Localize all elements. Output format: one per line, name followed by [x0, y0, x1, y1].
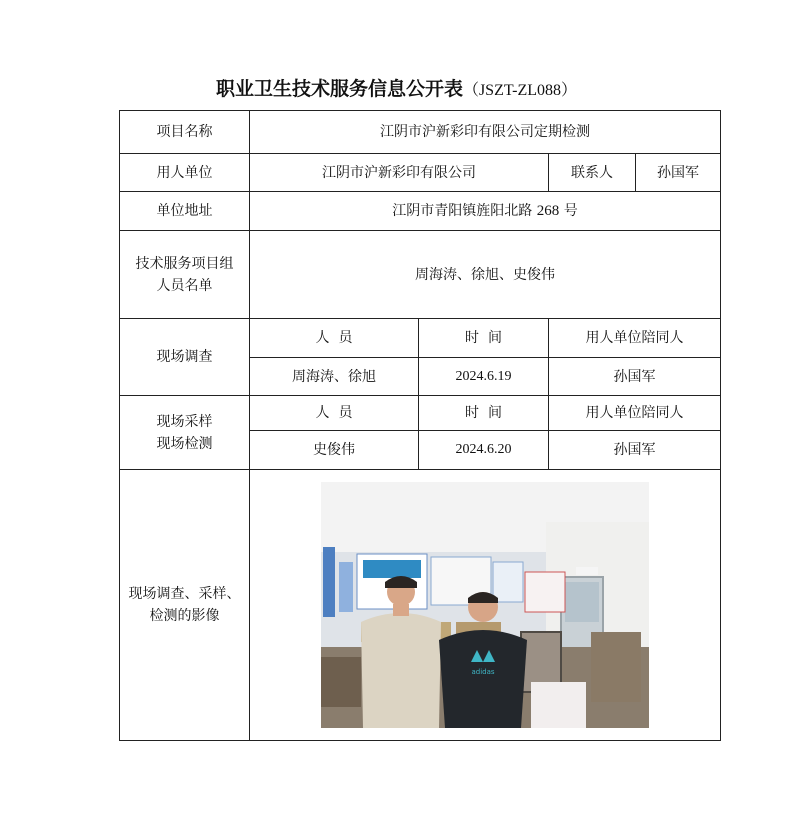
project-value: 江阴市沪新彩印有限公司定期检测 — [250, 111, 721, 154]
survey-label: 现场调查 — [120, 319, 250, 396]
employer-value: 江阴市沪新彩印有限公司 — [250, 154, 549, 192]
row-sampling-header — [120, 396, 721, 431]
sampling-people: 史俊伟 — [250, 431, 419, 470]
images-label-line1: 现场调查、采样、 — [128, 586, 241, 602]
shirt-brand: adidas — [471, 668, 495, 676]
survey-col-people: 人 员 — [250, 319, 419, 358]
team-label-line1: 技术服务项目组 — [135, 255, 234, 272]
sampling-label-line1: 现场采样 — [156, 413, 213, 430]
sampling-col-time: 时 间 — [419, 396, 549, 431]
employer-label: 用人单位 — [120, 154, 250, 192]
sampling-col-escort: 用人单位陪同人 — [549, 396, 721, 431]
images-label-line2: 检测的影像 — [149, 608, 220, 624]
row-project — [120, 111, 721, 154]
sampling-escort: 孙国军 — [549, 431, 721, 470]
info-table — [119, 110, 721, 741]
row-images — [120, 470, 721, 741]
sampling-label-line2: 现场检测 — [156, 435, 213, 452]
address-suffix: 号 — [563, 203, 578, 219]
survey-col-time: 时 间 — [419, 319, 549, 358]
survey-col-escort: 用人单位陪同人 — [549, 319, 721, 358]
team-label — [120, 231, 250, 319]
row-address — [120, 192, 721, 231]
title-main: 职业卫生技术服务信息公开表 — [215, 78, 463, 100]
contact-label: 联系人 — [549, 154, 636, 192]
survey-date: 2024.6.19 — [419, 358, 549, 396]
address-label: 单位地址 — [120, 192, 250, 231]
address-value — [250, 192, 721, 231]
images-label — [120, 470, 250, 741]
page-title — [0, 76, 793, 104]
form-code: （JSZT-ZL088） — [462, 82, 578, 99]
row-team — [120, 231, 721, 319]
team-value: 周海涛、徐旭、史俊伟 — [250, 231, 721, 319]
survey-escort: 孙国军 — [549, 358, 721, 396]
sampling-date: 2024.6.20 — [419, 431, 549, 470]
site-photo — [321, 482, 649, 728]
survey-people: 周海涛、徐旭 — [250, 358, 419, 396]
images-cell — [250, 470, 721, 741]
address-number: 268 — [536, 203, 560, 219]
row-survey-header — [120, 319, 721, 358]
contact-value: 孙国军 — [636, 154, 721, 192]
project-label: 项目名称 — [120, 111, 250, 154]
team-label-line2: 人员名单 — [156, 277, 213, 294]
row-employer — [120, 154, 721, 192]
address-prefix: 江阴市青阳镇旌阳北路 — [392, 203, 533, 219]
sampling-label — [120, 396, 250, 470]
sampling-col-people: 人 员 — [250, 396, 419, 431]
